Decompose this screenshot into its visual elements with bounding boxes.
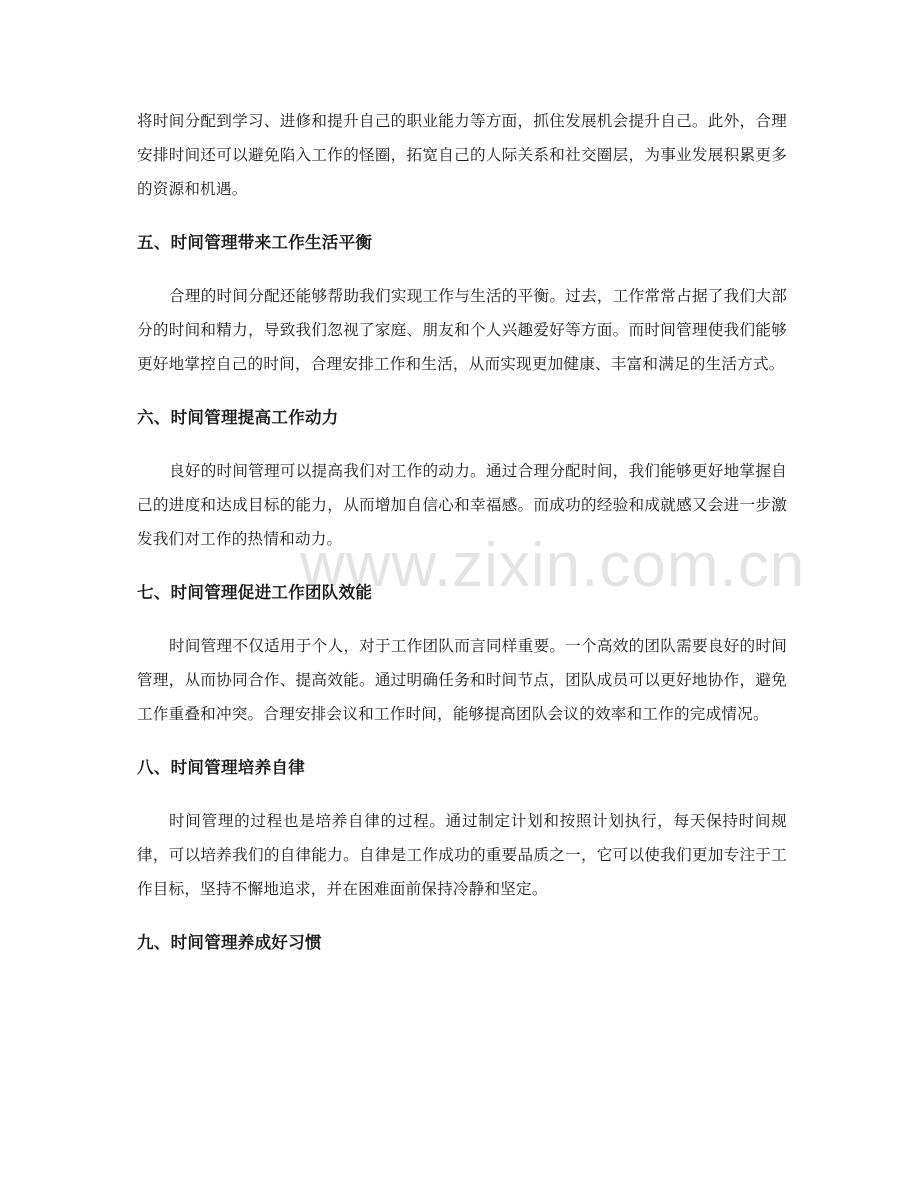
intro-paragraph: 将时间分配到学习、进修和提升自己的职业能力等方面，抓住发展机会提升自己。此外，合理安排时间还可以避免陷入工作的怪圈，拓宽自己的人际关系和社交圈层，为事业发展积累更多的资源和机遇。	[137, 112, 787, 198]
section-body-8: 时间管理的过程也是培养自律的过程。通过制定计划和按照计划执行，每天保持时间规律，可以培养我们的自律能力。自律是工作成功的重要品质之一，它可以使我们更加专注于工作目标，坚持不懈地追求，并在困难面前保持冷静和坚定。	[137, 812, 787, 898]
section-heading-5: 五、时间管理带来工作生活平衡	[137, 233, 373, 252]
section-heading-8: 八、时间管理培养自律	[137, 758, 305, 777]
section-body-6: 良好的时间管理可以提高我们对工作的动力。通过合理分配时间，我们能够更好地掌握自己的进度和达成目标的能力，从而增加自信心和幸福感。而成功的经验和成就感又会进一步激发我们对工作的热情和动力。	[137, 462, 787, 548]
section-heading-7: 七、时间管理促进工作团队效能	[137, 583, 373, 602]
section-heading-6: 六、时间管理提高工作动力	[137, 408, 339, 427]
document-content	[137, 104, 787, 960]
section-body-5: 合理的时间分配还能够帮助我们实现工作与生活的平衡。过去，工作常常占据了我们大部分的时间和精力，导致我们忽视了家庭、朋友和个人兴趣爱好等方面。而时间管理使我们能够更好地掌控自己的时间，合理安排工作和生活，从而实现更加健康、丰富和满足的生活方式。	[137, 287, 787, 373]
section-body-7: 时间管理不仅适用于个人，对于工作团队而言同样重要。一个高效的团队需要良好的时间管理，从而协同合作、提高效能。通过明确任务和时间节点，团队成员可以更好地协作，避免工作重叠和冲突。合理安排会议和工作时间，能够提高团队会议的效率和工作的完成情况。	[137, 637, 787, 723]
section-heading-9: 九、时间管理养成好习惯	[137, 933, 322, 952]
watermark-text: www.zixin.com.cn	[300, 531, 806, 600]
